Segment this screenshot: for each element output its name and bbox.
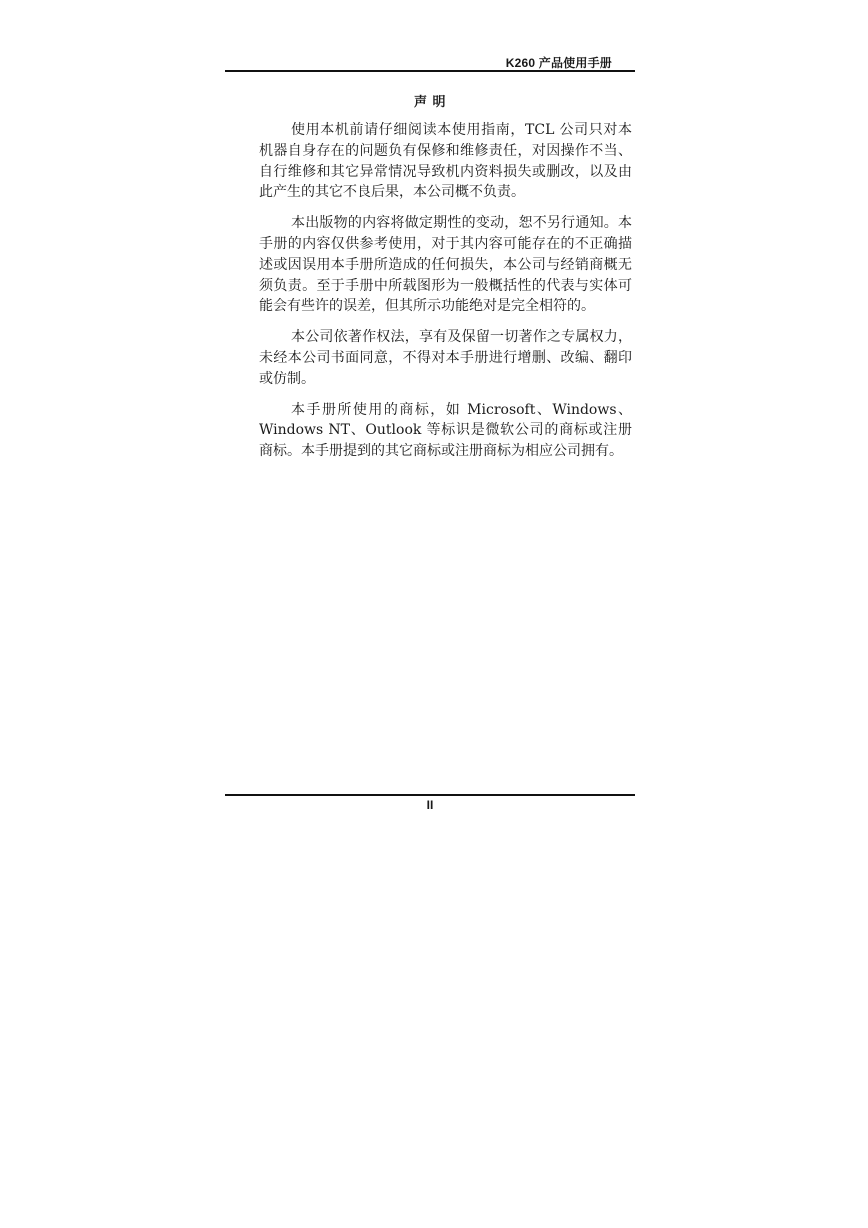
page-number: II [426,798,434,812]
page-title: 声 明 [413,95,447,110]
paragraph-disclaimer: 使用本机前请仔细阅读本使用指南，TCL 公司只对本机器自身存在的问题负有保修和维修责任，对因操作不当、自行维修和其它异常情况导致机内资料损失或删改，以及由此产生的其它不良后果，本公司概不负责。 [259,122,632,201]
statement-body [259,120,632,472]
header-divider [225,70,635,72]
paragraph-content-changes: 本出版物的内容将做定期性的变动，恕不另行通知。本手册的内容仅供参考使用，对于其内容可能存在的不正确描述或因误用本手册所造成的任何损失，本公司与经销商概无须负责。至于手册中所载图形为一般概括性的代表与实体可能会有些许的误差，但其所示功能绝对是完全相符的。 [259,215,632,315]
footer-divider [225,794,635,796]
header-title: K260 产品使用手册 [505,56,612,70]
paragraph-copyright: 本公司依著作权法，享有及保留一切著作之专属权力，未经本公司书面同意，不得对本手册进行增删、改编、翻印或仿制。 [259,329,632,387]
paragraph-trademarks: 本手册所使用的商标，如 Microsoft、Windows、Windows NT、Outlook 等标识是微软公司的商标或注册商标。本手册提到的其它商标或注册商标为相应公司拥有。 [259,401,632,460]
